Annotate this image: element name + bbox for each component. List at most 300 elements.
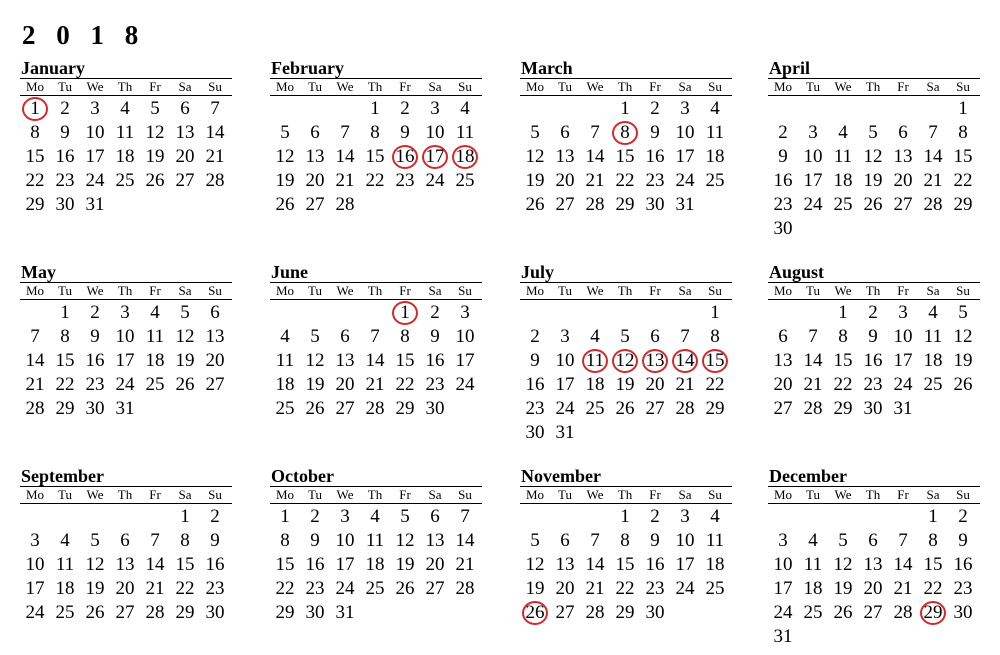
empty-cell	[360, 301, 390, 325]
day-cell: 24	[773, 602, 793, 623]
weekday-label: Sa	[926, 487, 940, 502]
day-cell: 15	[25, 146, 45, 167]
weekday-label: Sa	[428, 487, 442, 502]
day-cell: 29	[275, 602, 295, 623]
day-cell: 12	[525, 146, 545, 167]
weekday-label: We	[834, 79, 852, 94]
weekday-label: Mo	[275, 487, 295, 502]
day-cell: 14	[585, 554, 605, 575]
empty-cell	[798, 97, 828, 121]
empty-cell	[640, 301, 670, 325]
day-cell: 9	[958, 530, 968, 551]
day-cell: 28	[25, 398, 45, 419]
day-cell: 15	[395, 350, 415, 371]
day-cell: 19	[85, 578, 105, 599]
day-grid	[20, 301, 232, 421]
day-cell: 19	[145, 146, 165, 167]
day-cell: 3	[680, 506, 690, 527]
day-cell: 19	[615, 374, 635, 395]
day-cell: 26	[175, 374, 195, 395]
day-cell: 20	[555, 170, 575, 191]
weekday-label: Tu	[558, 283, 572, 298]
day-cell: 16	[205, 554, 225, 575]
weekday-label: Tu	[558, 79, 572, 94]
day-cell: 18	[705, 146, 725, 167]
day-cell: 2	[210, 506, 220, 527]
weekday-label: Su	[708, 283, 722, 298]
day-cell: 25	[145, 374, 165, 395]
day-cell: 11	[833, 146, 853, 167]
day-cell: 17	[773, 578, 793, 599]
month-october	[270, 466, 482, 625]
day-cell: 13	[335, 350, 355, 371]
day-cell: 7	[340, 122, 350, 143]
weekday-label: Su	[956, 487, 970, 502]
day-cell: 26	[145, 170, 165, 191]
empty-cell	[520, 505, 550, 529]
day-cell: 30	[645, 194, 665, 215]
weekday-label: Fr	[399, 79, 411, 94]
weekday-header	[20, 486, 232, 504]
weekday-header	[768, 282, 980, 300]
weekday-label: Th	[865, 283, 881, 298]
weekday-label: Th	[117, 487, 133, 502]
day-cell: 4	[280, 326, 290, 347]
empty-cell	[828, 505, 858, 529]
day-cell: 4	[60, 530, 70, 551]
day-cell: 10	[893, 326, 913, 347]
month-name: December	[769, 466, 847, 486]
weekday-label: Th	[367, 283, 383, 298]
day-cell: 8	[30, 122, 40, 143]
day-cell: 14	[923, 146, 943, 167]
day-cell: 18	[585, 374, 605, 395]
day-cell: 30	[863, 398, 883, 419]
day-cell: 18	[803, 578, 823, 599]
day-cell: 19	[833, 578, 853, 599]
month-december	[768, 466, 980, 649]
day-cell: 23	[773, 194, 793, 215]
year-title: 2 0 1 8	[22, 20, 146, 50]
weekday-label: Mo	[525, 487, 545, 502]
weekday-label: We	[834, 487, 852, 502]
month-february	[270, 58, 482, 217]
day-cell: 22	[953, 170, 973, 191]
day-cell: 20	[555, 578, 575, 599]
day-cell: 21	[25, 374, 45, 395]
day-cell: 18	[145, 350, 165, 371]
circled-day: 8	[610, 121, 640, 145]
day-cell: 29	[833, 398, 853, 419]
day-cell: 16	[645, 146, 665, 167]
day-cell: 27	[335, 398, 355, 419]
weekday-label: Fr	[149, 79, 161, 94]
day-cell: 13	[425, 530, 445, 551]
weekday-label: Su	[208, 487, 222, 502]
day-cell: 7	[150, 530, 160, 551]
weekday-label: Th	[617, 283, 633, 298]
weekday-header	[768, 78, 980, 96]
weekday-label: Tu	[308, 79, 322, 94]
day-cell: 10	[675, 122, 695, 143]
day-cell: 28	[893, 602, 913, 623]
day-cell: 12	[145, 122, 165, 143]
day-cell: 15	[275, 554, 295, 575]
day-cell: 5	[400, 506, 410, 527]
day-cell: 24	[455, 374, 475, 395]
day-cell: 17	[803, 170, 823, 191]
day-cell: 20	[115, 578, 135, 599]
day-cell: 11	[803, 554, 823, 575]
day-grid	[520, 301, 732, 445]
day-cell: 17	[115, 350, 135, 371]
month-name: June	[271, 262, 309, 282]
weekday-label: Mo	[25, 487, 45, 502]
day-cell: 5	[150, 98, 160, 119]
empty-cell	[330, 301, 360, 325]
weekday-header	[270, 78, 482, 96]
weekday-label: Th	[117, 283, 133, 298]
day-cell: 3	[90, 98, 100, 119]
day-cell: 1	[620, 506, 630, 527]
weekday-label: We	[336, 487, 354, 502]
empty-cell	[768, 97, 798, 121]
day-grid	[768, 505, 980, 649]
empty-cell	[20, 301, 50, 325]
day-cell: 15	[833, 350, 853, 371]
day-cell: 5	[530, 530, 540, 551]
day-cell: 17	[85, 146, 105, 167]
day-cell: 19	[953, 350, 973, 371]
month-june	[270, 262, 482, 421]
empty-cell	[918, 97, 948, 121]
day-cell: 2	[400, 98, 410, 119]
day-cell: 1	[928, 506, 938, 527]
day-cell: 26	[863, 194, 883, 215]
day-cell: 27	[645, 398, 665, 419]
day-cell: 17	[893, 350, 913, 371]
day-cell: 2	[958, 506, 968, 527]
day-cell: 6	[340, 326, 350, 347]
weekday-label: We	[86, 283, 104, 298]
day-cell: 21	[803, 374, 823, 395]
day-grid	[270, 505, 482, 625]
weekday-label: Tu	[58, 283, 72, 298]
day-cell: 21	[455, 554, 475, 575]
day-cell: 12	[305, 350, 325, 371]
weekday-label: Mo	[525, 283, 545, 298]
day-cell: 2	[530, 326, 540, 347]
day-cell: 23	[645, 578, 665, 599]
day-cell: 29	[953, 194, 973, 215]
day-cell: 4	[710, 98, 720, 119]
day-cell: 11	[923, 326, 943, 347]
day-cell: 19	[525, 578, 545, 599]
day-cell: 2	[430, 302, 440, 323]
day-cell: 4	[928, 302, 938, 323]
weekday-header	[270, 486, 482, 504]
weekday-header	[20, 282, 232, 300]
day-cell: 18	[705, 554, 725, 575]
empty-cell	[520, 97, 550, 121]
day-cell: 25	[803, 602, 823, 623]
day-cell: 20	[335, 374, 355, 395]
day-cell: 19	[395, 554, 415, 575]
empty-cell	[798, 301, 828, 325]
day-cell: 1	[710, 302, 720, 323]
day-cell: 23	[55, 170, 75, 191]
day-cell: 24	[803, 194, 823, 215]
day-cell: 2	[90, 302, 100, 323]
day-cell: 23	[525, 398, 545, 419]
day-cell: 18	[365, 554, 385, 575]
day-cell: 8	[838, 326, 848, 347]
day-cell: 6	[180, 98, 190, 119]
empty-cell	[330, 97, 360, 121]
day-cell: 3	[560, 326, 570, 347]
day-cell: 11	[705, 122, 725, 143]
weekday-label: Su	[708, 487, 722, 502]
day-cell: 25	[115, 170, 135, 191]
day-cell: 22	[615, 170, 635, 191]
month-march	[520, 58, 732, 217]
day-cell: 7	[370, 326, 380, 347]
day-cell: 30	[645, 602, 665, 623]
day-cell: 9	[530, 350, 540, 371]
day-cell: 7	[928, 122, 938, 143]
circled-day: 29	[918, 601, 948, 625]
day-cell: 26	[85, 602, 105, 623]
day-cell: 1	[958, 98, 968, 119]
day-cell: 9	[400, 122, 410, 143]
day-cell: 15	[615, 554, 635, 575]
day-cell: 16	[773, 170, 793, 191]
day-cell: 31	[335, 602, 355, 623]
weekday-label: Fr	[649, 487, 661, 502]
day-cell: 31	[675, 194, 695, 215]
day-cell: 20	[863, 578, 883, 599]
day-cell: 28	[205, 170, 225, 191]
day-cell: 14	[205, 122, 225, 143]
day-cell: 28	[585, 602, 605, 623]
day-grid	[520, 505, 732, 625]
day-cell: 10	[555, 350, 575, 371]
day-cell: 11	[365, 530, 385, 551]
day-cell: 1	[838, 302, 848, 323]
day-cell: 20	[305, 170, 325, 191]
day-cell: 22	[705, 374, 725, 395]
day-cell: 25	[55, 602, 75, 623]
weekday-label: Mo	[773, 283, 793, 298]
day-cell: 24	[425, 170, 445, 191]
weekday-label: Sa	[678, 79, 692, 94]
day-cell: 10	[335, 530, 355, 551]
day-cell: 14	[803, 350, 823, 371]
day-cell: 30	[305, 602, 325, 623]
day-cell: 1	[370, 98, 380, 119]
day-cell: 3	[898, 302, 908, 323]
day-cell: 8	[370, 122, 380, 143]
empty-cell	[20, 505, 50, 529]
weekday-header	[520, 486, 732, 504]
month-may	[20, 262, 232, 421]
day-cell: 5	[530, 122, 540, 143]
day-cell: 30	[953, 602, 973, 623]
weekday-label: Fr	[897, 79, 909, 94]
weekday-label: Su	[458, 487, 472, 502]
day-cell: 3	[30, 530, 40, 551]
day-grid	[270, 301, 482, 421]
empty-cell	[80, 505, 110, 529]
day-cell: 5	[620, 326, 630, 347]
weekday-label: Tu	[58, 79, 72, 94]
circled-day: 18	[450, 145, 480, 169]
day-cell: 27	[175, 170, 195, 191]
day-cell: 6	[560, 122, 570, 143]
day-cell: 10	[85, 122, 105, 143]
empty-cell	[858, 505, 888, 529]
day-cell: 5	[958, 302, 968, 323]
weekday-label: We	[86, 487, 104, 502]
weekday-label: Su	[458, 283, 472, 298]
weekday-label: Th	[367, 79, 383, 94]
day-cell: 26	[395, 578, 415, 599]
empty-cell	[300, 301, 330, 325]
day-cell: 25	[705, 170, 725, 191]
day-cell: 29	[705, 398, 725, 419]
empty-cell	[888, 97, 918, 121]
day-cell: 17	[675, 146, 695, 167]
day-cell: 29	[615, 602, 635, 623]
day-cell: 10	[455, 326, 475, 347]
day-cell: 5	[838, 530, 848, 551]
weekday-label: Fr	[149, 487, 161, 502]
day-grid	[520, 97, 732, 217]
day-cell: 16	[55, 146, 75, 167]
day-cell: 7	[590, 530, 600, 551]
empty-cell	[50, 505, 80, 529]
day-cell: 9	[778, 146, 788, 167]
weekday-label: Sa	[178, 283, 192, 298]
weekday-label: Tu	[308, 487, 322, 502]
empty-cell	[858, 97, 888, 121]
day-cell: 2	[650, 506, 660, 527]
day-cell: 11	[55, 554, 75, 575]
day-cell: 8	[180, 530, 190, 551]
day-cell: 15	[615, 146, 635, 167]
weekday-label: Th	[865, 487, 881, 502]
day-cell: 12	[395, 530, 415, 551]
day-cell: 22	[923, 578, 943, 599]
day-cell: 27	[425, 578, 445, 599]
empty-cell	[798, 505, 828, 529]
day-cell: 2	[310, 506, 320, 527]
weekday-label: We	[86, 79, 104, 94]
day-cell: 13	[863, 554, 883, 575]
weekday-label: Tu	[558, 487, 572, 502]
day-cell: 13	[893, 146, 913, 167]
day-cell: 14	[335, 146, 355, 167]
month-name: February	[271, 58, 344, 78]
day-cell: 3	[430, 98, 440, 119]
day-cell: 1	[280, 506, 290, 527]
day-cell: 11	[145, 326, 165, 347]
day-cell: 6	[868, 530, 878, 551]
day-cell: 22	[275, 578, 295, 599]
day-cell: 3	[120, 302, 130, 323]
day-cell: 29	[615, 194, 635, 215]
weekday-label: Fr	[897, 283, 909, 298]
weekday-label: Fr	[149, 283, 161, 298]
month-name: September	[21, 466, 104, 486]
day-cell: 9	[650, 122, 660, 143]
day-cell: 18	[833, 170, 853, 191]
weekday-header	[520, 78, 732, 96]
day-cell: 20	[175, 146, 195, 167]
weekday-label: Th	[117, 79, 133, 94]
day-cell: 25	[705, 578, 725, 599]
day-cell: 31	[893, 398, 913, 419]
day-cell: 13	[305, 146, 325, 167]
month-name: November	[521, 466, 601, 486]
day-cell: 19	[305, 374, 325, 395]
day-cell: 26	[275, 194, 295, 215]
day-cell: 4	[150, 302, 160, 323]
day-cell: 10	[115, 326, 135, 347]
day-cell: 27	[305, 194, 325, 215]
day-cell: 21	[145, 578, 165, 599]
day-cell: 28	[803, 398, 823, 419]
day-cell: 8	[928, 530, 938, 551]
weekday-label: Tu	[806, 487, 820, 502]
weekday-label: Mo	[25, 79, 45, 94]
day-cell: 22	[25, 170, 45, 191]
day-cell: 30	[425, 398, 445, 419]
empty-cell	[670, 301, 700, 325]
day-cell: 20	[773, 374, 793, 395]
day-cell: 30	[55, 194, 75, 215]
day-cell: 31	[773, 626, 793, 647]
day-cell: 17	[455, 350, 475, 371]
day-cell: 13	[115, 554, 135, 575]
day-grid	[768, 301, 980, 421]
day-cell: 4	[460, 98, 470, 119]
day-cell: 14	[893, 554, 913, 575]
day-cell: 19	[175, 350, 195, 371]
day-cell: 31	[555, 422, 575, 443]
month-september	[20, 466, 232, 625]
day-cell: 12	[863, 146, 883, 167]
day-cell: 24	[893, 374, 913, 395]
empty-cell	[768, 505, 798, 529]
day-cell: 20	[205, 350, 225, 371]
day-cell: 7	[808, 326, 818, 347]
weekday-label: Su	[708, 79, 722, 94]
weekday-label: Tu	[806, 79, 820, 94]
day-cell: 17	[335, 554, 355, 575]
day-cell: 15	[953, 146, 973, 167]
day-cell: 12	[525, 554, 545, 575]
weekday-label: We	[834, 283, 852, 298]
empty-cell	[550, 301, 580, 325]
empty-cell	[580, 301, 610, 325]
weekday-label: Fr	[399, 283, 411, 298]
day-cell: 27	[555, 194, 575, 215]
day-cell: 25	[275, 398, 295, 419]
weekday-label: Sa	[178, 79, 192, 94]
weekday-header	[768, 486, 980, 504]
weekday-label: Mo	[773, 79, 793, 94]
